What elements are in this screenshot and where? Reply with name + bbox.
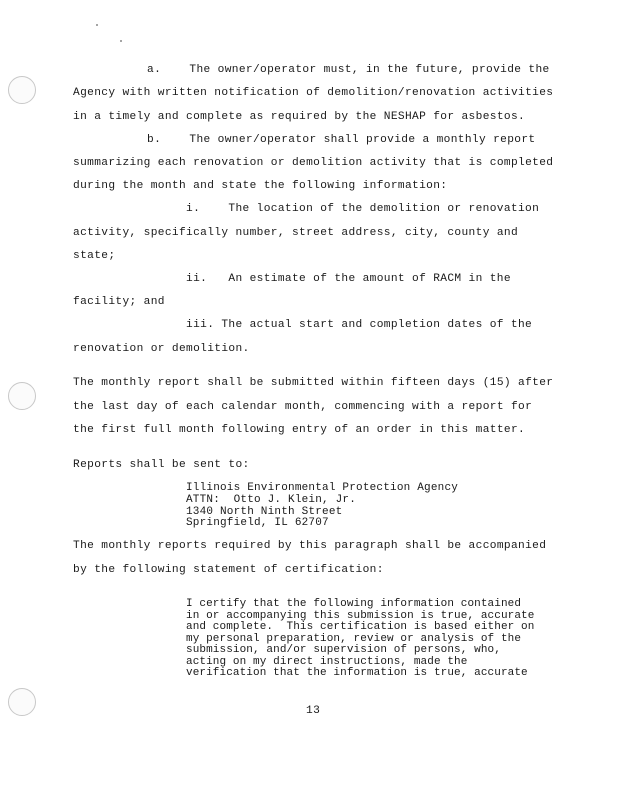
certification-line-4: my personal preparation, review or analysis of the xyxy=(186,633,522,645)
subitem-iii-line-1: iii. The actual start and completion dates of the xyxy=(186,319,533,331)
item-a-line-2: Agency with written notification of demolition/renovation activities xyxy=(73,87,554,99)
item-b-line-3: during the month and state the following information: xyxy=(73,180,448,192)
punch-hole-top xyxy=(8,76,36,104)
monthly-report-line-3: the first full month following entry of an order in this matter. xyxy=(73,424,526,436)
address-line-1: Illinois Environmental Protection Agency xyxy=(186,482,459,494)
certification-line-2: in or accompanying this submission is true, accurate xyxy=(186,610,535,622)
subitem-ii-line-2: facility; and xyxy=(73,296,165,308)
certification-line-5: submission, and/or supervision of persons, who, xyxy=(186,644,501,656)
punch-hole-middle xyxy=(8,382,36,410)
subitem-ii-line-1: ii. An estimate of the amount of RACM in the xyxy=(186,273,511,285)
scan-speck xyxy=(120,40,122,42)
subitem-i-line-2: activity, specifically number, street address, city, county and xyxy=(73,227,519,239)
subitem-i-line-1: i. The location of the demolition or renovation xyxy=(186,203,540,215)
scan-speck xyxy=(96,24,98,26)
monthly-report-line-1: The monthly report shall be submitted within fifteen days (15) after xyxy=(73,377,554,389)
certification-line-1: I certify that the following information contained xyxy=(186,598,522,610)
item-b-line-2: summarizing each renovation or demolition activity that is completed xyxy=(73,157,554,169)
reports-sent-to: Reports shall be sent to: xyxy=(73,459,250,471)
accompanied-line-1: The monthly reports required by this paragraph shall be accompanied xyxy=(73,540,547,552)
item-b-line-1: b. The owner/operator shall provide a monthly report xyxy=(147,134,536,146)
certification-line-3: and complete. This certification is based either on xyxy=(186,621,535,633)
certification-line-6: acting on my direct instructions, made the xyxy=(186,656,468,668)
page-number: 13 xyxy=(306,705,321,717)
address-line-2: ATTN: Otto J. Klein, Jr. xyxy=(186,494,357,506)
monthly-report-line-2: the last day of each calendar month, commencing with a report for xyxy=(73,401,533,413)
accompanied-line-2: by the following statement of certification: xyxy=(73,564,384,576)
subitem-i-line-3: state; xyxy=(73,250,116,262)
item-a-line-1: a. The owner/operator must, in the future, provide the xyxy=(147,64,550,76)
certification-line-7: verification that the information is true, accurate xyxy=(186,667,528,679)
item-a-line-3: in a timely and complete as required by the NESHAP for asbestos. xyxy=(73,111,526,123)
subitem-iii-line-2: renovation or demolition. xyxy=(73,343,250,355)
address-line-4: Springfield, IL 62707 xyxy=(186,517,329,529)
address-line-3: 1340 North Ninth Street xyxy=(186,506,343,518)
punch-hole-bottom xyxy=(8,688,36,716)
